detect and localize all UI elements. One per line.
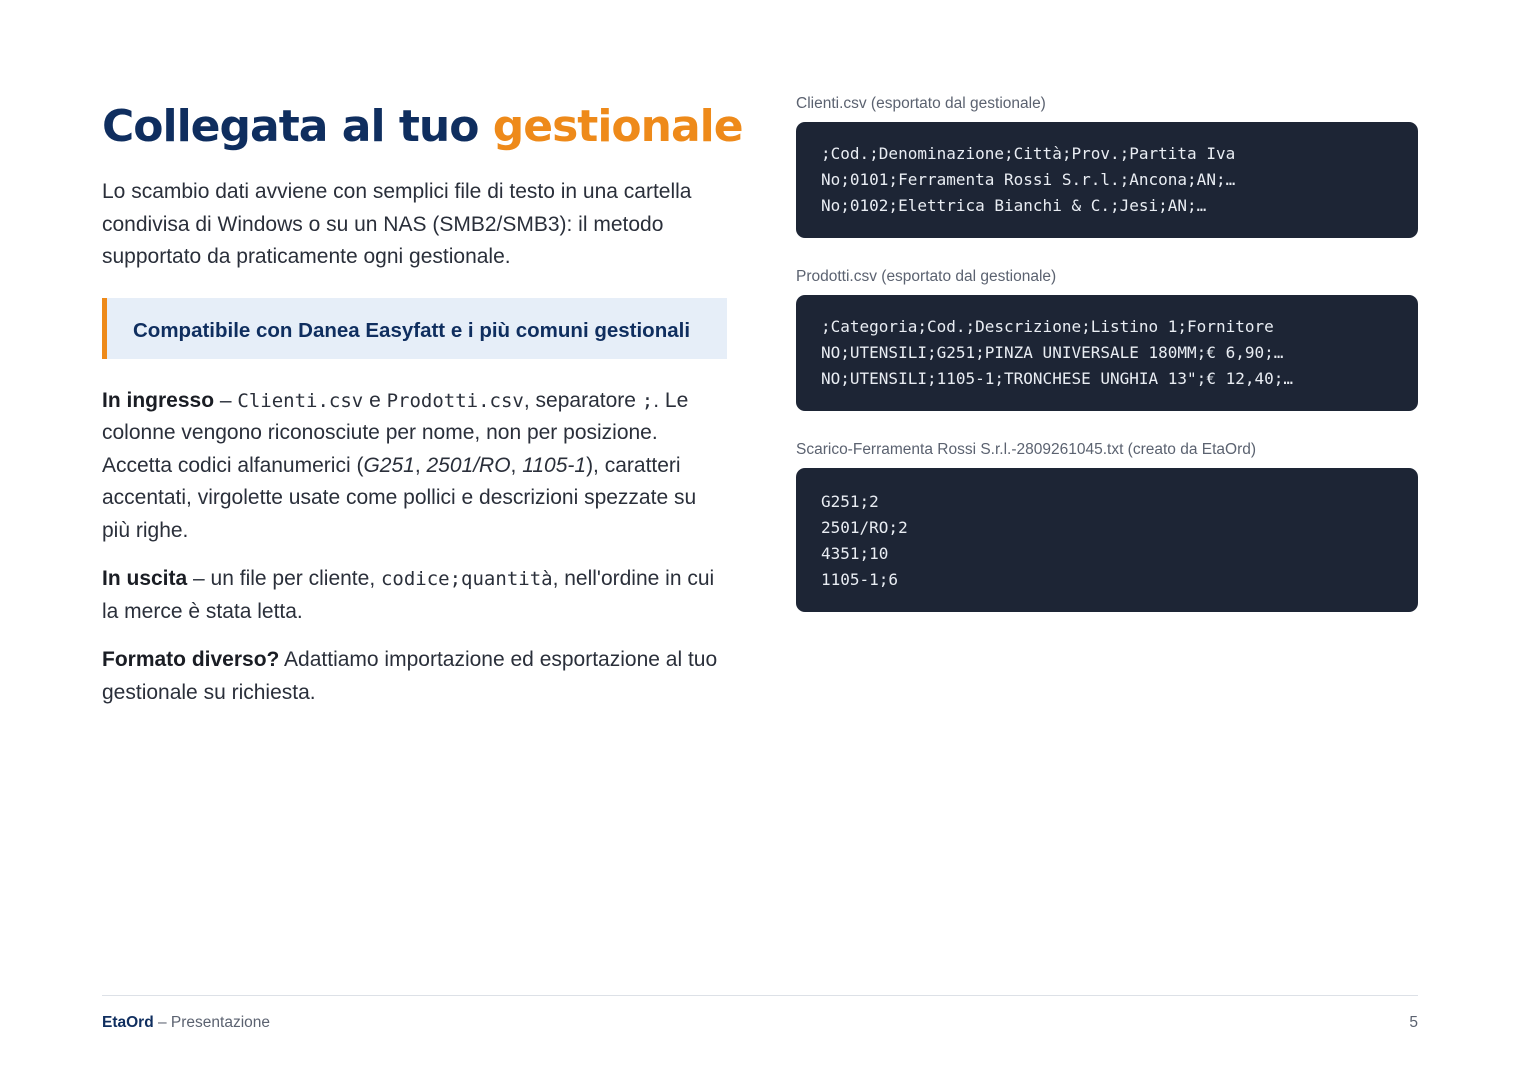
left-column [102,98,743,709]
page-title [102,98,743,156]
custom-format-paragraph [102,644,727,709]
footer-separator: – [153,1014,171,1031]
example-code-1: G251 [363,453,415,477]
page-number: 5 [1409,1014,1418,1031]
example-code-2: 2501/RO [426,453,511,477]
input-separator: ; [641,389,654,412]
input-comma-1: , [414,453,427,477]
code-block-prodotti [796,267,1418,411]
input-file-clienti: Clienti.csv [237,389,364,412]
footer-divider [102,995,1418,996]
output-paragraph [102,563,727,628]
right-column [796,94,1418,612]
code-label-clienti: Clienti.csv (esportato dal gestionale) [796,95,1046,112]
footer-brand: EtaOrd [102,1014,154,1031]
title-accent: gestionale [492,101,743,152]
title-main: Collegata al tuo [102,101,479,152]
input-file-prodotti: Prodotti.csv [386,389,524,412]
input-comma-2: , [510,453,523,477]
compatibility-callout: Compatibile con Danea Easyfatt e i più comuni gestionali [102,298,727,359]
code-content-scarico: G251;2 2501/RO;2 4351;10 1105-1;6 [796,468,1418,612]
footer [102,1013,270,1033]
input-paragraph [102,385,727,548]
code-content-prodotti: ;Categoria;Cod.;Descrizione;Listino 1;Fornitore NO;UTENSILI;G251;PINZA UNIVERSALE 180MM;€ 6,90;… NO;UTENSILI;1105-1;TRONCHESE UNGHIA 13";€ 12,40;… [796,295,1418,411]
output-format: codice;quantità [380,568,553,590]
intro-paragraph: Lo scambio dati avviene con semplici file di testo in una cartella condivisa di Windows o su un NAS (SMB2/SMB3): il metodo supportato da praticamente ogni gestionale. [102,180,692,268]
example-code-3: 1105-1 [522,453,587,477]
input-text-2: ), caratteri accentati, virgolette usate come pollici e descrizioni spezzate su più righe. [102,453,697,542]
output-text-2: , nell'ordine in cui la merce è stata letta. [102,567,715,623]
custom-format-text: Adattiamo importazione ed esportazione al tuo gestionale su richiesta. [102,648,718,704]
input-conj: e [363,388,387,412]
input-dash: – [214,388,238,412]
output-label: In uscita [102,567,188,590]
footer-text: Presentazione [170,1014,271,1031]
output-text-1: – un file per cliente, [187,567,381,590]
code-content-clienti: ;Cod.;Denominazione;Città;Prov.;Partita Iva No;0101;Ferramenta Rossi S.r.l.;Ancona;AN;… No;0102;Elettrica Bianchi & C.;Jesi;AN;… [796,122,1418,238]
code-label-scarico: Scarico-Ferramenta Rossi S.r.l.-2809261045.txt (creato da EtaOrd) [796,441,1257,458]
input-text-1: . Le colonne vengono riconosciute per nome, non per posizione. Accetta codici alfanumerici ( [102,388,689,477]
code-label-prodotti: Prodotti.csv (esportato dal gestionale) [796,268,1057,285]
custom-format-label: Formato diverso? [102,648,280,671]
code-block-clienti [796,94,1418,238]
code-block-scarico [796,440,1418,612]
input-label: In ingresso [102,388,215,412]
input-sep-text: , separatore [523,388,642,412]
